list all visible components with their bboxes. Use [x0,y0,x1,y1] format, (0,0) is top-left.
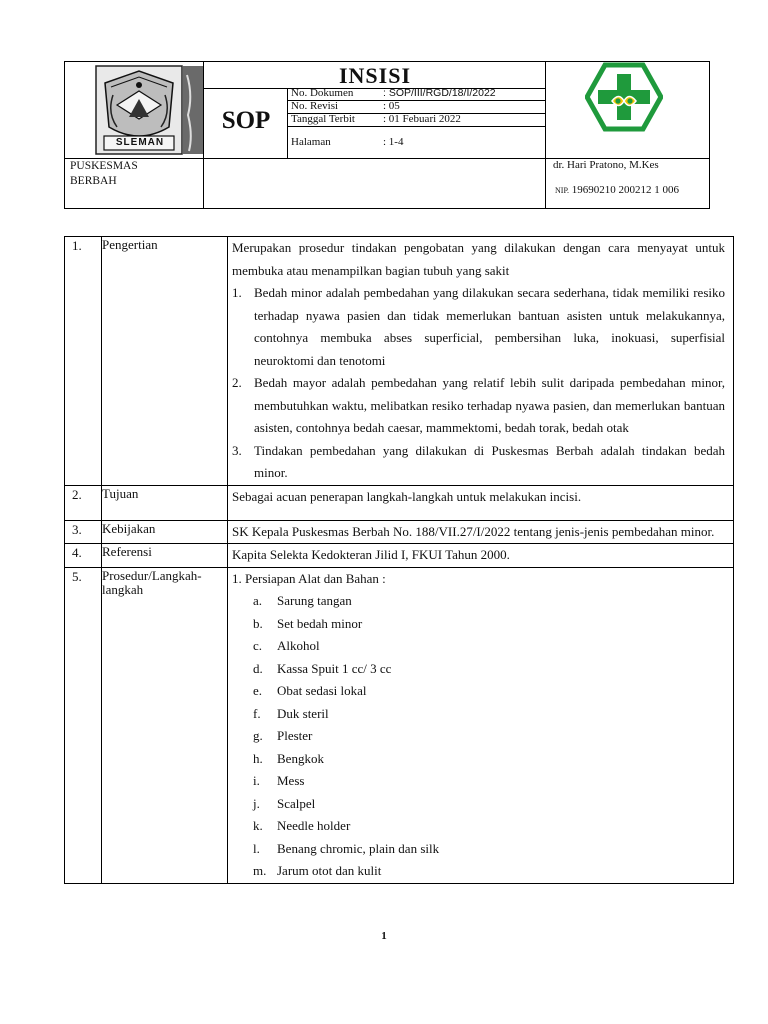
row-label-line-2: langkah [102,581,144,597]
policy-cell: SK Kepala Puskesmas Berbah No. 188/VII.27/I/2022 tentang jenis-jenis pembedahan minor. [228,520,734,544]
row-label-line-1: Prosedur/Langkah- [102,567,202,583]
meta-value-revision: : 05 [383,100,400,112]
row-number: 4. [65,544,102,568]
list-item: h. Bengkok [253,750,324,766]
row-number: 5. [65,567,102,883]
procedure-step-heading: 1. Persiapan Alat dan Bahan : [232,570,386,586]
list-item: g. Plester [253,728,313,743]
nip-label: NIP. [555,186,570,195]
row-label: Pengertian [102,237,228,486]
nip-value: 19690210 200212 1 006 [571,184,680,196]
list-item: a. Sarung tangan [253,593,352,608]
signer-name: dr. Hari Pratono, M.Kes [553,159,659,171]
list-item: c. Alkohol [253,638,320,653]
meta-key-doc-no: No. Dokumen [291,87,354,99]
definition-intro: Merupakan prosedur tindakan pengobatan yang dilakukan dengan cara menyayat untuk membuka atau menampilkan bagian tubuh yang sakit [232,240,725,278]
list-item: 2. Bedah mayor adalah pembedahan yang relatif lebih sulit daripada pembedahan minor, membutuhkan waktu, melibatkan resiko terhadap nyawa pasien, dan memerlukan bantuan asisten, contohnya bedah caesar, mammektomi, bedah torak, bedah otak [232,375,725,435]
list-item: f. Duk steril [253,705,329,721]
list-item: i. Mess [253,773,305,788]
sop-label: SOP [221,107,271,134]
document-title: INSISI [338,63,412,88]
definition-cell [228,237,734,486]
list-item: 1. Bedah minor adalah pembedahan yang dilakukan secara sederhana, tidak memiliki resiko terhadap nyawa pasien dan tidak memerlukan bantuan asisten untuk melakukannya, contohnya membuka abses superficial, pembersihan luka, inokuasi, superfisial neuroktomi dan tenotomi [232,285,725,368]
meta-value-issue-date: : 01 Febuari 2022 [383,113,461,125]
reference-cell: Kapita Selekta Kedokteran Jilid I, FKUI Tahun 2000. [228,544,734,568]
sop-header [64,61,710,209]
procedure-cell [228,567,734,883]
list-item: l. Benang chromic, plain dan silk [253,840,440,856]
sop-content-table [64,236,734,884]
page-number: 1 [381,930,387,942]
organization-line-2: BERBAH [70,175,117,187]
table-row [65,237,734,486]
list-item: b. Set bedah minor [253,615,363,631]
row-number: 2. [65,485,102,520]
meta-key-revision: No. Revisi [291,100,339,112]
left-logo-text: SLEMAN [115,137,165,148]
meta-value-page: : 1-4 [383,136,404,148]
row-label: Referensi [102,544,228,568]
meta-key-page: Halaman [291,136,331,148]
row-number: 3. [65,520,102,544]
row-label [102,567,228,883]
table-row [65,544,734,568]
puskesmas-logo [585,62,663,132]
meta-value-doc-no: : SOP/III/RGD/18/I/2022 [383,87,496,99]
table-row [65,485,734,520]
row-label: Kebijakan [102,520,228,544]
list-item: m. Jarum otot dan kulit [253,863,382,878]
row-label: Tujuan [102,485,228,520]
signer-nip [555,184,679,196]
list-item: j. Scalpel [253,795,316,811]
list-item: e. Obat sedasi lokal [253,683,367,698]
list-item: 3. Tindakan pembedahan yang dilakukan di Puskesmas Berbah adalah tindakan bedah minor. [232,442,725,480]
organization-name [70,159,138,189]
definition-list [232,282,725,485]
row-number: 1. [65,237,102,486]
organization-line-1: PUSKESMAS [70,160,138,172]
meta-key-issue-date: Tanggal Terbit [291,113,355,125]
list-item: d. Kassa Spuit 1 cc/ 3 cc [253,660,392,676]
table-row [65,567,734,883]
list-item: k. Needle holder [253,818,351,833]
table-row [65,520,734,544]
purpose-cell: Sebagai acuan penerapan langkah-langkah untuk melakukan incisi. [228,485,734,520]
equipment-list [232,590,725,883]
